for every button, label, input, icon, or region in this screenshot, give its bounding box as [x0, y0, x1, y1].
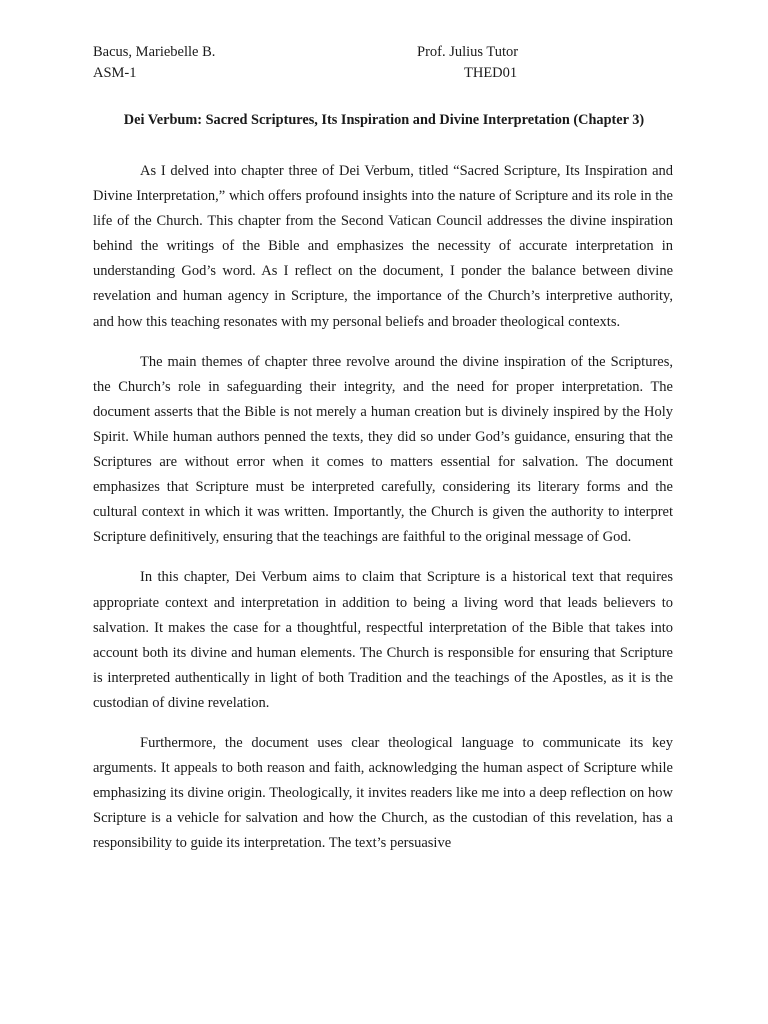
student-name: Bacus, Mariebelle B. — [93, 44, 216, 60]
document-title: Dei Verbum: Sacred Scriptures, Its Inspiration and Divine Interpretation (Chapter 3) — [123, 112, 645, 128]
section-label: ASM-1 — [93, 65, 137, 81]
paragraph-2: The main themes of chapter three revolve around the divine inspiration of the Scriptures, the Church’s role in safeguarding their integrity, and the need for proper interpretation. The document asserts that the Bible is not merely a human creation but is divinely inspired by the Holy Spirit. While human authors penned the texts, they did so under God’s guidance, ensuring that the Scriptures are without error when it comes to matters essential for salvation. The document emphasizes that Scripture must be interpreted carefully, considering its literary forms and the cultural context in which it was written. Importantly, the Church is given the authority to interpret Scripture definitively, ensuring that the teachings are faithful to the original message of God. — [93, 353, 673, 546]
document-body — [93, 159, 673, 871]
paragraph-1: As I delved into chapter three of Dei Verbum, titled “Sacred Scripture, Its Inspiration and Divine Interpretation,” which offers profound insights into the nature of Scripture and its role in the life of the Church. This chapter from the Second Vatican Council addresses the divine inspiration behind the writings of the Bible and emphasizes the necessity of accurate interpretation in understanding God’s word. As I reflect on the document, I ponder the balance between divine revelation and human agency in Scripture, the importance of the Church’s interpretive authority, and how this teaching resonates with my personal beliefs and broader theological contexts. — [93, 163, 673, 330]
paragraph-4: Furthermore, the document uses clear theological language to communicate its key arguments. It appeals to both reason and faith, acknowledging the human aspect of Scripture while emphasizing its divine origin. Theologically, it invites readers like me into a deep reflection on how Scripture is a vehicle for salvation and how the Church, as the custodian of this revelation, has a responsibility to guide its interpretation. The text’s persuasive — [93, 734, 673, 852]
paragraph-3: In this chapter, Dei Verbum aims to claim that Scripture is a historical text that requires appropriate context and interpretation in addition to being a living word that leads believers to salvation. It makes the case for a thoughtful, respectful interpretation of the Bible that takes into account both its divine and human elements. The Church is responsible for ensuring that Scripture is interpreted authentically in light of both Tradition and the teachings of the Apostles, as it is the custodian of divine revelation. — [93, 569, 673, 711]
professor-name: Prof. Julius Tutor — [417, 44, 519, 60]
course-code: THED01 — [464, 65, 518, 81]
